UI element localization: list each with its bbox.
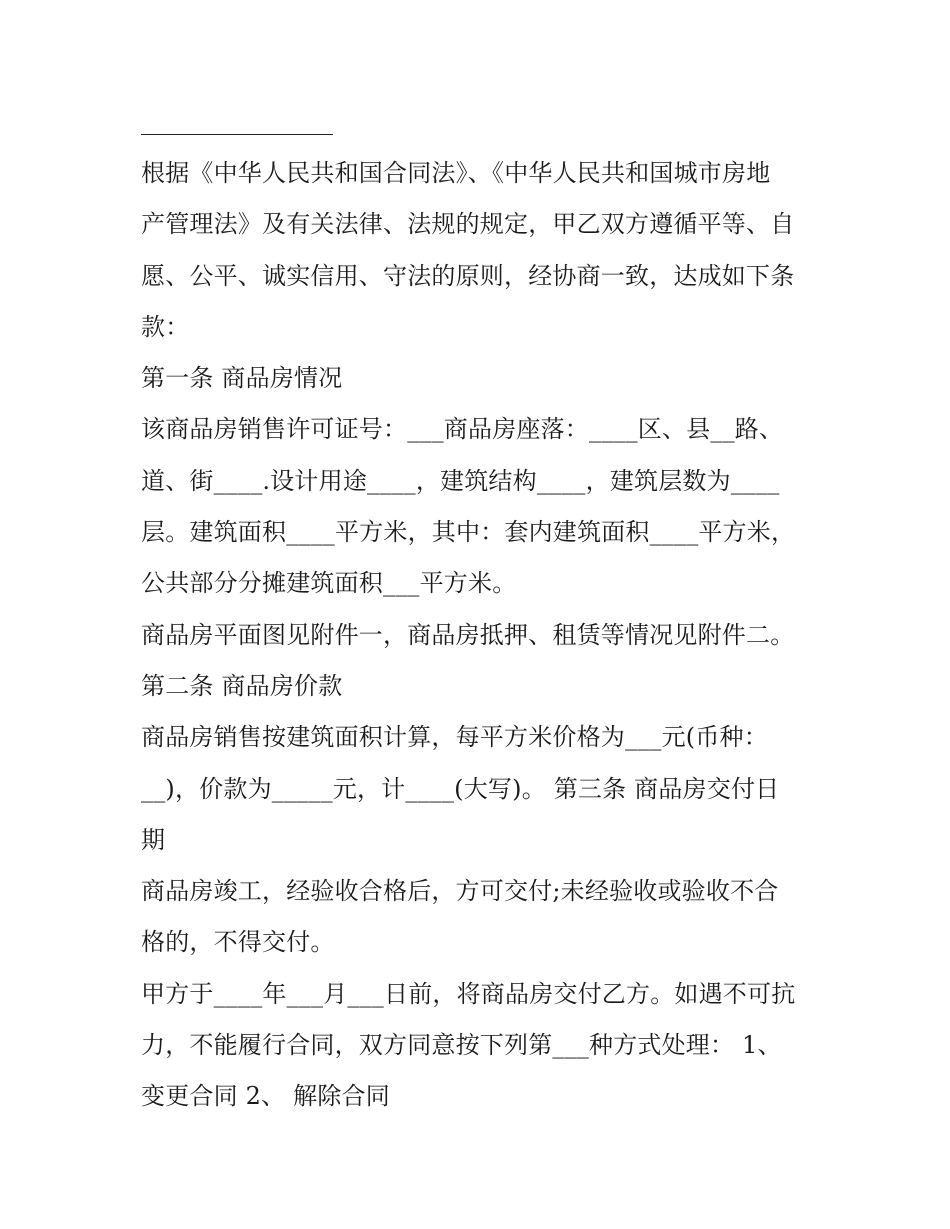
text-line: 期 [141, 825, 166, 854]
text-line: 该商品房销售许可证号：___商品房座落：____区、县__路、 [141, 415, 784, 444]
top-blank-underline [141, 134, 333, 135]
text-line: 道、街____.设计用途____，建筑结构____，建筑层数为____ [141, 466, 780, 495]
text-line: 层。建筑面积____平方米，其中：套内建筑面积____平方米， [141, 518, 796, 547]
text-line: 变更合同 2、 解除合同 [141, 1082, 390, 1111]
contract-body [141, 148, 821, 1123]
section-heading-1: 第一条 商品房情况 [141, 364, 343, 393]
text-line: 格的，不得交付。 [141, 928, 335, 957]
text-line: 产管理法》及有关法律、法规的规定，甲乙双方遵循平等、自 [141, 210, 795, 239]
text-line: 愿、公平、诚实信用、守法的原则，经协商一致，达成如下条 [141, 261, 795, 290]
section-heading-2: 第二条 商品房价款 [141, 671, 343, 700]
text-line: 公共部分分摊建筑面积___平方米。 [141, 569, 517, 598]
text-line: 力，不能履行合同，双方同意按下列第___种方式处理： 1、 [141, 1031, 782, 1060]
text-line: 款： [141, 312, 190, 341]
text-line: 根据《中华人民共和国合同法》、《中华人民共和国城市房地 [141, 159, 771, 187]
text-line: __)，价款为_____元，计____(大写)。 第三条 商品房交付日 [141, 774, 780, 803]
text-line: 商品房销售按建筑面积计算，每平方米价格为___元(币种： [141, 723, 768, 752]
text-line: 商品房竣工，经验收合格后，方可交付;未经验收或验收不合 [141, 877, 779, 906]
text-line: 甲方于____年___月___日前，将商品房交付乙方。如遇不可抗 [141, 979, 796, 1008]
text-line: 商品房平面图见附件一，商品房抵押、租赁等情况见附件二。 [141, 620, 795, 649]
